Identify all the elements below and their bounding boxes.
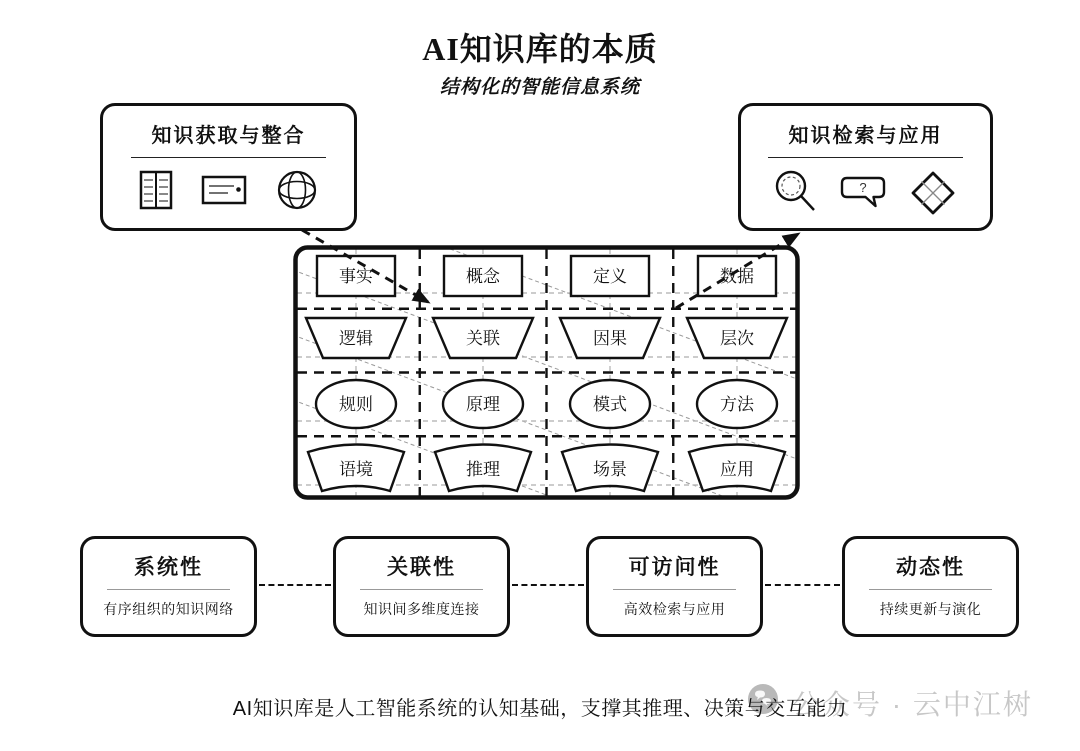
cell-label: 方法 (720, 395, 754, 414)
knowledge-grid (293, 245, 800, 500)
cell-label: 逻辑 (339, 329, 373, 348)
property-title: 可访问性 (628, 555, 721, 579)
property-title: 系统性 (134, 555, 203, 579)
divider (869, 589, 992, 590)
knowledge-acquisition-title: 知识获取与整合 (151, 125, 306, 147)
chat-question-icon (840, 176, 886, 215)
cell-label: 场景 (593, 460, 627, 479)
cell-label: 应用 (720, 460, 754, 479)
knowledge-acquisition-box (100, 103, 357, 231)
caption-text: AI知识库是人工智能系统的认知基础，支撑其推理、决策与交互能力 (232, 698, 848, 720)
knowledge-retrieval-box (738, 103, 993, 231)
property-box-relational (333, 536, 510, 637)
cell-label: 因果 (593, 329, 627, 348)
divider (613, 589, 736, 590)
cell-label: 语境 (339, 460, 373, 479)
property-title: 动态性 (896, 555, 965, 579)
cell-label: 定义 (593, 267, 627, 286)
cell-label: 概念 (466, 267, 500, 286)
row-fans (308, 445, 785, 492)
watermark-text: 公众号 · 云中江树 (792, 689, 1033, 720)
cell-label: 事实 (339, 267, 373, 286)
connector-dash (259, 584, 331, 586)
page-subtitle: 结构化的智能信息系统 (439, 77, 640, 98)
cell-label: 规则 (339, 395, 373, 414)
question-mark: ? (859, 180, 868, 195)
property-box-systematic (80, 536, 257, 637)
connector-dash (765, 584, 840, 586)
connector-dash (512, 584, 584, 586)
magnifier-icon (774, 170, 818, 221)
diamond-grid-icon (909, 169, 957, 222)
divider (360, 589, 483, 590)
globe-icon (276, 169, 318, 216)
divider (131, 157, 327, 158)
knowledge-retrieval-title: 知识检索与应用 (788, 125, 943, 147)
property-title: 关联性 (387, 555, 456, 579)
divider (107, 589, 230, 590)
property-box-accessible (586, 536, 763, 637)
cell-label: 层次 (720, 329, 754, 348)
divider (768, 157, 962, 158)
property-box-dynamic (842, 536, 1019, 637)
property-desc: 持续更新与演化 (879, 601, 982, 617)
cell-label: 原理 (466, 395, 500, 414)
page-title: AI知识库的本质 (422, 31, 658, 67)
card-icon (201, 175, 247, 210)
cell-label: 关联 (466, 329, 500, 348)
table-icon (139, 170, 173, 215)
cell-label: 数据 (720, 267, 754, 286)
property-desc: 知识间多维度连接 (363, 601, 480, 617)
property-desc: 高效检索与应用 (623, 601, 726, 617)
property-desc: 有序组织的知识网络 (103, 601, 234, 617)
cell-label: 模式 (593, 395, 627, 414)
cell-label: 推理 (466, 460, 500, 479)
